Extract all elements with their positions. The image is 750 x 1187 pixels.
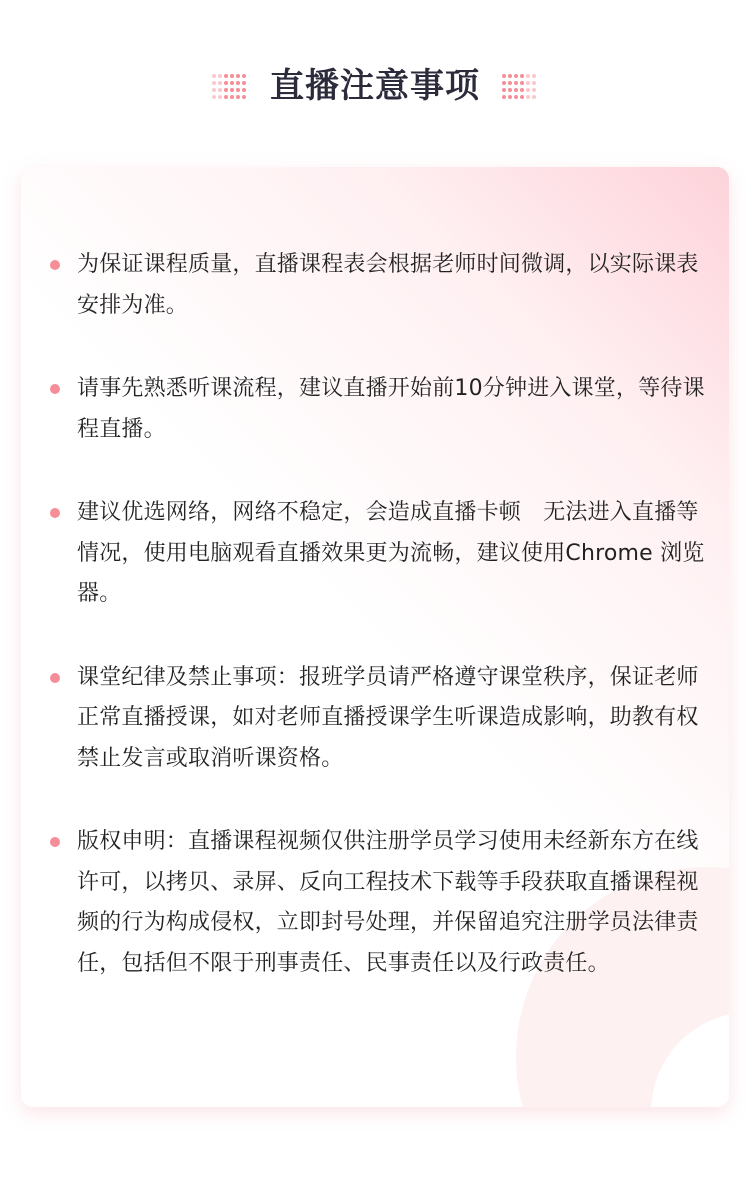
bullet-dot-icon <box>50 837 60 847</box>
bullet-dot-icon <box>50 673 60 683</box>
dot-grid-icon <box>502 74 538 98</box>
dot-grid-icon <box>212 74 248 98</box>
list-item <box>21 245 729 326</box>
notice-text: 课堂纪律及禁止事项：报班学员请严格遵守课堂秩序，保证老师正常直播授课，如对老师直播授课学生听课造成影响，助教有权禁止发言或取消听课资格。 <box>77 664 699 771</box>
notice-card <box>21 167 729 1107</box>
bullet-dot-icon <box>50 260 60 270</box>
bullet-dot-icon <box>50 384 60 394</box>
notice-text: 请事先熟悉听课流程，建议直播开始前10分钟进入课堂，等待课程直播。 <box>77 376 705 442</box>
notice-text: 版权申明：直播课程视频仅供注册学员学习使用未经新东方在线许可，以拷贝、录屏、反向工程技术下载等手段获取直播课程视频的行为构成侵权，立即封号处理，并保留追究注册学员法律责任，包括但不限于刑事责任、民事责任以及行政责任。 <box>77 829 699 976</box>
section-header <box>0 58 750 114</box>
page-title: 直播注意事项 <box>270 66 480 106</box>
list-item <box>21 658 729 780</box>
notice-text: 为保证课程质量，直播课程表会根据老师时间微调，以实际课表安排为准。 <box>77 252 699 318</box>
list-item <box>21 822 729 984</box>
notice-text: 建议优选网络，网络不稳定，会造成直播卡顿 无法进入直播等情况，使用电脑观看直播效果更为流畅，建议使用Chrome 浏览器。 <box>77 500 705 606</box>
list-item <box>21 369 729 450</box>
notice-list <box>21 245 729 1027</box>
bullet-dot-icon <box>50 508 60 518</box>
list-item <box>21 493 729 615</box>
